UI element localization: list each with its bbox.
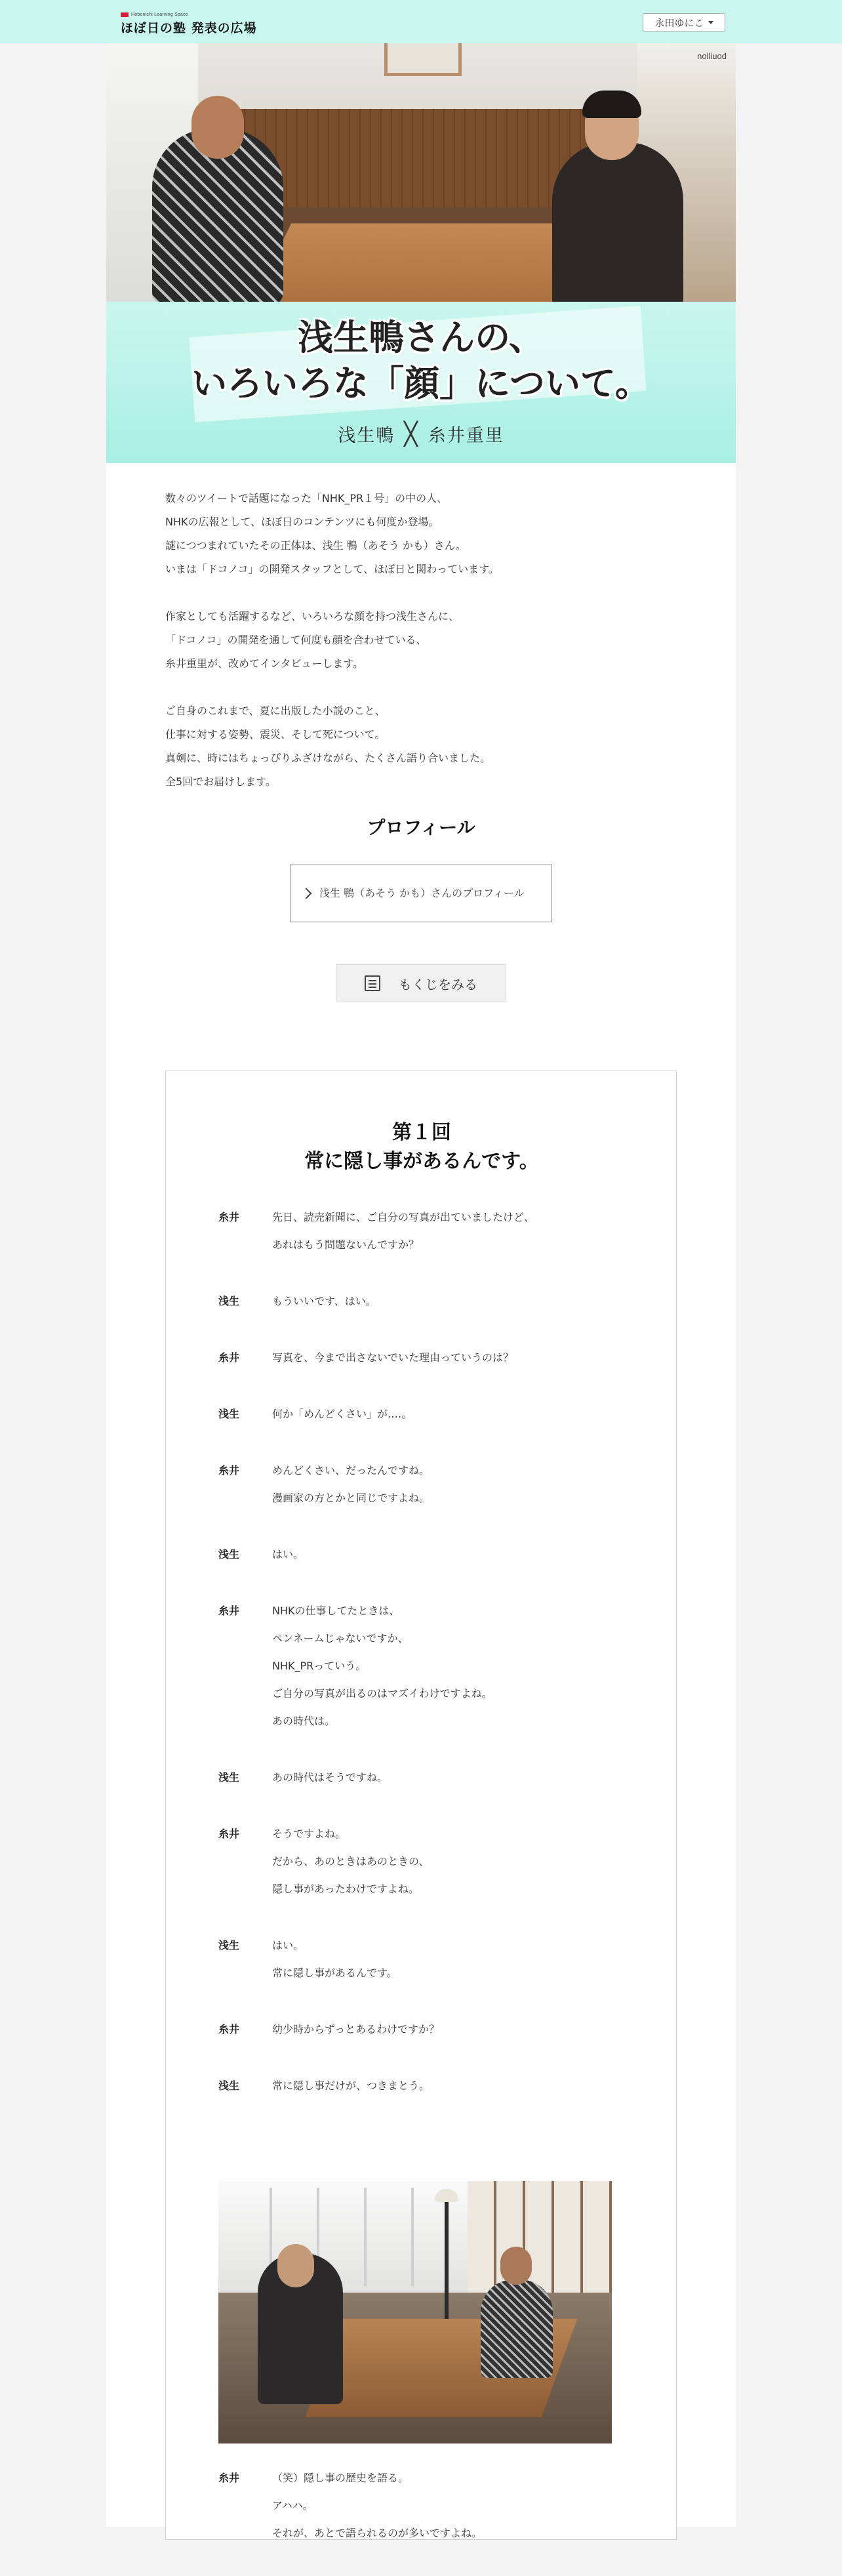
dialog-line [218, 2072, 625, 2100]
speaker: 浅生 [218, 1939, 240, 1952]
speaker: 浅生 [218, 2079, 240, 2092]
list-icon [365, 975, 380, 991]
page-title-line-2: いろいろな「顔」について。 [191, 363, 651, 404]
utterance: （笑）隠し事の歴史を語る。 アハハ。 それが、あとで語られるのが多いですよね。 [272, 2472, 483, 2539]
photo-person-right-body [481, 2280, 553, 2378]
speaker: 糸井 [218, 1605, 240, 1617]
intro-text [165, 487, 677, 794]
intro-line: NHKの広報として、ほぼ日のコンテンツにも何度か登場。 [165, 516, 439, 528]
photo-watermark: nolliuod [697, 51, 727, 61]
title-band [106, 302, 736, 463]
utterance: 幼少時からずっとあるわけですか？ [272, 2023, 440, 2035]
dialog-line [218, 1597, 625, 1735]
speaker: 浅生 [218, 1408, 240, 1420]
user-menu-button[interactable] [643, 13, 725, 31]
caret-down-icon [708, 21, 713, 24]
intro-paragraph [165, 605, 677, 676]
speaker: 糸井 [218, 1211, 240, 1223]
dialog-line [218, 1400, 625, 1428]
dialog-line [218, 1764, 625, 1791]
intro-paragraph [165, 699, 677, 794]
logo-title: ほぼ日の塾 発表の広場 [121, 21, 257, 35]
toc-button[interactable] [336, 964, 506, 1002]
utterance: そうですよね。 だから、あのときはあのときの、 隠し事があったわけですよね。 [272, 1828, 430, 1895]
utterance: 常に隠し事だけが、つきまとう。 [272, 2079, 430, 2092]
article-photo [218, 2181, 612, 2443]
dialog-line [218, 1288, 625, 1315]
dialog-line [218, 2016, 625, 2043]
episode-number: 第１回 [392, 1121, 451, 1144]
dialog-line [218, 1344, 625, 1372]
article-card [165, 1071, 677, 2540]
episode-title: 常に隠し事があるんです。 [304, 1150, 539, 1173]
speaker: 糸井 [218, 2472, 240, 2484]
utterance: もういいです、はい。 [272, 1295, 376, 1307]
utterance: 写真を、今まで出さないでいた理由っていうのは？ [272, 1351, 514, 1364]
intro-paragraph [165, 487, 677, 581]
chevron-right-icon [301, 888, 312, 899]
host-name: 糸井重里 [428, 426, 504, 446]
photo-person-right-body [552, 142, 683, 302]
speaker: 糸井 [218, 2023, 240, 2035]
utterance: めんどくさい、だったんですね。 漫画家の方とかと同じですよね。 [272, 1464, 430, 1504]
photo-person-left-head [191, 96, 244, 159]
intro-line: 「ドコノコ」の開発を通して何度も顔を合わせている、 [165, 634, 427, 646]
hero-photo [106, 43, 736, 302]
toc-button-label: もくじをみる [399, 976, 477, 992]
dialog-line [218, 1932, 625, 1987]
logo-subtitle: Hobonichi Learning Space [131, 12, 188, 17]
dialog-block [218, 2464, 625, 2576]
cross-mark: ╳ [404, 421, 419, 447]
dialog-line [218, 1541, 625, 1568]
speaker: 糸井 [218, 1464, 240, 1477]
photo-picture-frame [384, 43, 462, 76]
intro-line: 真剣に、時にはちょっぴりふざけながら、たくさん語り合いました。 [165, 752, 491, 764]
speaker: 浅生 [218, 1548, 240, 1561]
dialog-line [218, 1820, 625, 1903]
intro-line: 仕事に対する姿勢、震災、そして死について。 [165, 728, 386, 741]
speaker: 浅生 [218, 1771, 240, 1784]
intro-line: ご自身のこれまで、夏に出版した小説のこと、 [165, 705, 386, 717]
profile-heading: プロフィール [367, 817, 475, 838]
utterance: 先日、読売新聞に、ご自分の写真が出ていましたけど、 あれはもう問題ないんですか？ [272, 1211, 535, 1251]
photo-window-frames [225, 2188, 454, 2286]
dialog-line [218, 2464, 625, 2547]
dialog-block [218, 1204, 625, 2129]
main-column [106, 43, 736, 2539]
intro-line: 糸井重里が、改めてインタビューします。 [165, 657, 364, 670]
speaker: 浅生 [218, 1295, 240, 1307]
photo-person-right-head [500, 2247, 532, 2285]
dialog-line [218, 1457, 625, 1512]
user-name: 永田ゆにこ [654, 16, 704, 29]
intro-line: 作家としても活躍するなど、いろいろな顔を持つ浅生さんに、 [165, 610, 460, 623]
utterance: NHKの仕事してたときは、 ペンネームじゃないですか、 NHK_PRっていう。 ご自分の写真が出るのはマズイわけですよね。 あの時代は。 [272, 1605, 492, 1727]
page-title-line-1: 浅生鴨さんの、 [298, 317, 544, 358]
top-bar [0, 0, 842, 43]
intro-line: いまは「ドコノコ」の開発スタッフとして、ほぼ日と関わっています。 [165, 563, 499, 575]
utterance: あの時代はそうですね。 [272, 1771, 388, 1784]
title-names [106, 421, 736, 447]
utterance: 何か「めんどくさい」が‥‥。 [272, 1408, 412, 1420]
utterance: はい。 常に隠し事があるんです。 [272, 1939, 397, 1979]
speaker: 糸井 [218, 1828, 240, 1840]
intro-line: 数々のツイートで話題になった「NHK_PR１号」の中の人、 [165, 492, 448, 504]
guest-name: 浅生鴨 [338, 426, 395, 446]
intro-line: 謎につつまれていたその正体は、浅生 鴨（あそう かも）さん。 [165, 539, 466, 552]
logo-flag-icon [121, 12, 129, 17]
profile-link-label: 浅生 鴨（あそう かも）さんのプロフィール [319, 887, 525, 899]
profile-link[interactable] [290, 865, 552, 922]
page-title [106, 315, 736, 407]
photo-person-left-head [277, 2244, 314, 2287]
logo-tagline [121, 12, 257, 17]
site-logo[interactable] [121, 12, 257, 36]
intro-line: 全5回でお届けします。 [165, 775, 276, 788]
speaker: 糸井 [218, 1351, 240, 1364]
photo-person-right-hair [582, 91, 641, 118]
utterance: はい。 [272, 1548, 304, 1561]
dialog-line [218, 1204, 625, 1259]
article-heading [166, 1118, 677, 1176]
